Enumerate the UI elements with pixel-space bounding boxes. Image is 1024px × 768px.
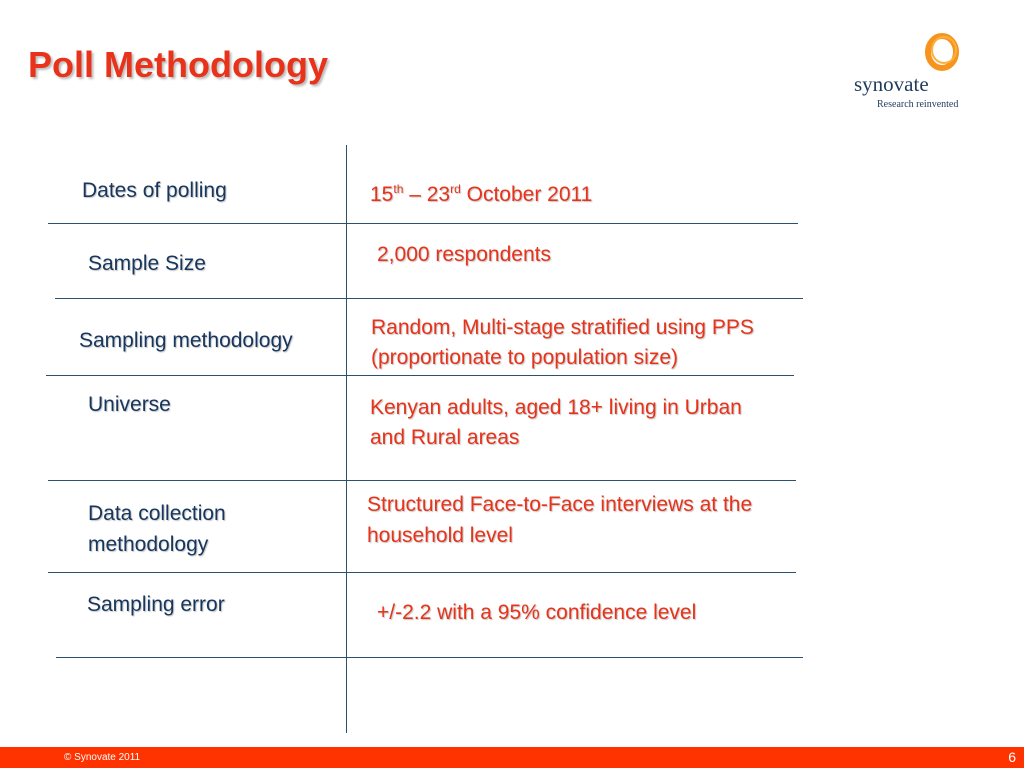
row-divider	[55, 298, 803, 299]
row-value-sampling-methodology-line2: (proportionate to population size)	[371, 346, 679, 369]
month-year: October 2011	[466, 183, 593, 206]
end-day: 23	[426, 183, 451, 206]
row-label-universe: Universe	[88, 393, 171, 416]
row-label-dates: Dates of polling	[82, 179, 227, 202]
table-vertical-divider	[346, 145, 347, 733]
logo-tagline: Research reinvented	[877, 99, 959, 110]
slide-title: Poll Methodology	[28, 44, 328, 85]
row-value-sampling-methodology-line1: Random, Multi-stage stratified using PPS	[371, 316, 754, 339]
row-value-universe-line1: Kenyan adults, aged 18+ living in Urban	[370, 396, 742, 419]
row-label-sampling-methodology: Sampling methodology	[79, 329, 293, 352]
date-dash: –	[403, 183, 427, 206]
start-day-suffix: th	[393, 182, 404, 196]
copyright-text: © Synovate 2011	[64, 752, 141, 763]
footer-bar	[0, 747, 1024, 768]
row-divider	[46, 375, 794, 376]
row-value-dates	[370, 180, 592, 210]
page-number: 6	[1008, 749, 1016, 765]
row-label-sample-size: Sample Size	[88, 252, 206, 275]
row-divider	[48, 480, 796, 481]
row-value-data-collection-line2: household level	[367, 524, 513, 547]
end-day-suffix: rd	[450, 182, 461, 196]
row-label-data-collection-line1: Data collection	[88, 502, 226, 525]
logo-name: synovate	[854, 72, 929, 96]
row-value-universe-line2: and Rural areas	[370, 426, 520, 449]
row-divider	[48, 572, 796, 573]
row-value-sample-size: 2,000 respondents	[377, 243, 551, 266]
row-value-data-collection-line1: Structured Face-to-Face interviews at the	[367, 493, 753, 516]
row-label-sampling-error: Sampling error	[87, 593, 225, 616]
row-divider	[56, 657, 803, 658]
start-day: 15	[370, 183, 394, 206]
row-label-data-collection-line2: methodology	[88, 533, 209, 556]
row-divider	[48, 223, 798, 224]
logo-ring-icon	[922, 32, 962, 72]
row-value-sampling-error: +/-2.2 with a 95% confidence level	[377, 601, 697, 624]
synovate-logo	[850, 30, 980, 115]
